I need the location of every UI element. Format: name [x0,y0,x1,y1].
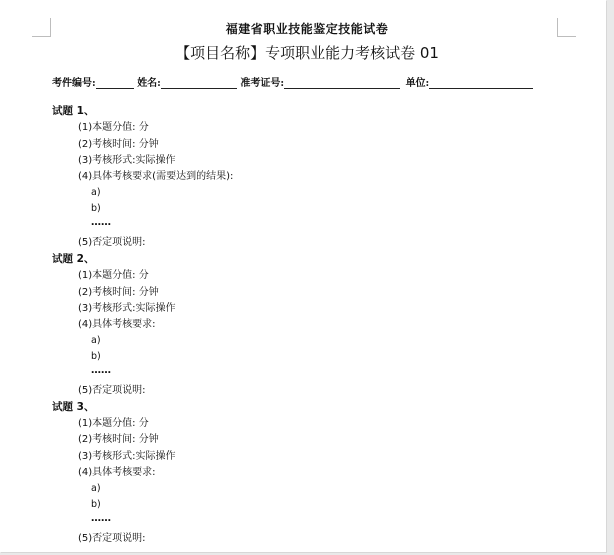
question-score: (1)本题分值: 分 [78,418,149,429]
requirement-item-a: a) [91,335,101,346]
question-form: (3)考核形式:实际操作 [78,155,176,166]
requirement-ellipsis: …… [91,513,111,524]
requirement-ellipsis: …… [91,365,111,376]
unit-label: 单位: [405,78,430,89]
admission-no-blank[interactable] [284,77,400,89]
requirement-item-b: b) [91,351,101,362]
question-form: (3)考核形式:实际操作 [78,451,176,462]
question-time: (2)考核时间: 分钟 [78,287,159,298]
requirement-ellipsis: …… [91,217,111,228]
name-label: 姓名: [137,78,161,89]
question-requirements: (4)具体考核要求(需要达到的结果): [78,171,234,182]
unit-blank[interactable] [429,77,533,89]
requirement-item-a: a) [91,187,101,198]
question-requirements: (4)具体考核要求: [78,319,156,330]
requirement-item-a: a) [91,483,101,494]
question-requirements: (4)具体考核要求: [78,467,156,478]
header-title: 福建省职业技能鉴定技能试卷 [225,22,389,36]
requirement-item-b: b) [91,203,101,214]
admission-no-label: 准考证号: [240,78,285,89]
question-title: 试题 3、 [52,401,95,413]
question-title: 试题 1、 [52,105,95,117]
question-veto: (5)否定项说明: [78,533,146,544]
candidate-info-row [52,74,533,89]
question-time: (2)考核时间: 分钟 [78,434,159,445]
question-score: (1)本题分值: 分 [78,270,149,281]
name-blank[interactable] [161,77,237,89]
candidate-no-blank[interactable] [96,77,134,89]
requirement-item-b: b) [91,499,101,510]
question-title: 试题 2、 [52,253,95,265]
candidate-no-label: 考件编号: [52,78,96,89]
question-veto: (5)否定项说明: [78,385,146,396]
question-score: (1)本题分值: 分 [78,122,149,133]
question-veto: (5)否定项说明: [78,237,146,248]
question-time: (2)考核时间: 分钟 [78,139,159,150]
question-form: (3)考核形式:实际操作 [78,303,176,314]
main-title: 【项目名称】专项职业能力考核试卷 01 [175,44,439,62]
